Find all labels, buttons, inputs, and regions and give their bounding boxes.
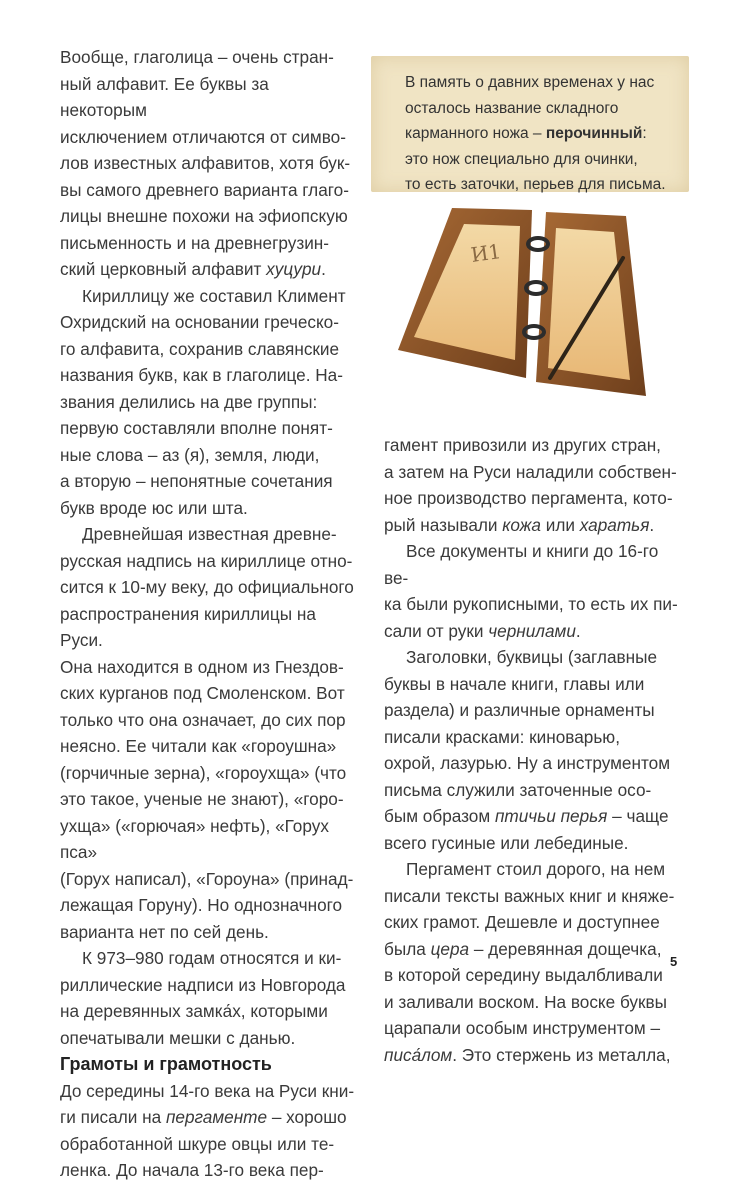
text-line: ский церковный алфавит [60, 259, 267, 279]
text-line: охрой, лазурью. Ну а инструментом [384, 753, 671, 773]
page-number: 5 [670, 954, 678, 969]
text-line: распространения кириллицы на Руси. [60, 603, 316, 650]
term-khutsuri: хуцури [266, 259, 322, 279]
wax-tablet-illustration [390, 200, 650, 410]
note-line: то есть заточки, перьев для письма. [405, 176, 666, 193]
text-line: а затем на Руси наладили собствен- [384, 461, 677, 482]
text-punct: . [649, 514, 655, 535]
text-line: лов известных алфавитов, хотя бук- [60, 153, 351, 173]
text-line: Пергамент стоил дорого, на нем [406, 859, 666, 879]
term-ptichi-perya: птичьи перья [494, 806, 608, 826]
text-line: первую составляли вполне понят- [60, 418, 333, 438]
text-line: была [384, 938, 431, 959]
text-line: или [540, 514, 580, 535]
text-line: рый называли [384, 514, 503, 535]
text-line: в которой середину выдалбливали [384, 965, 663, 985]
text-line: риллические надписи из Новгорода [60, 974, 346, 995]
paragraph-parchment [60, 1078, 360, 1184]
text-line: ный алфавит. Ее буквы за некоторым [60, 73, 269, 120]
text-line: Древнейшая известная древне- [82, 524, 337, 544]
text-line: письменность и на древнегрузин- [60, 232, 330, 253]
note-line: осталось название складного [405, 99, 619, 117]
term-parchment: пергаменте [165, 1107, 268, 1127]
text-line: ка были рукописными, то есть их пи- [384, 594, 678, 614]
note-punct: : [642, 125, 647, 142]
paragraph-ornaments [384, 644, 684, 856]
text-line: ные слова – аз (я), земля, люди, [60, 444, 320, 465]
text-line: исключением отличаются от симво- [60, 126, 346, 147]
text-line: а вторую – непонятные сочетания [60, 471, 333, 491]
paragraph-parchment-cont [384, 432, 684, 538]
term-kozha: кожа [502, 514, 541, 535]
text-line: опечатывали мешки с данью. [60, 1027, 296, 1048]
text-line: царапали особым инструментом – [384, 1018, 661, 1038]
text-line: ских курганов под Смоленском. Вот [60, 683, 345, 703]
text-line: это такое, ученые не знают), «горо- [60, 789, 344, 809]
text-line: ное производство пергамента, кото- [384, 488, 673, 508]
term-pisalo: писа́лом [384, 1044, 453, 1065]
text-line: на деревянных замка́х, которыми [60, 1001, 328, 1021]
text-line: лежащая Горуну). Но однозначного [60, 895, 343, 915]
text-punct: . [321, 259, 326, 279]
paragraph-tsera [384, 856, 684, 1068]
text-line: только что она означает, до сих пор [60, 709, 346, 730]
note-text [405, 70, 675, 198]
text-line: – чаще [607, 806, 669, 826]
text-line: письма служили заточенные осо- [384, 779, 652, 800]
text-line: букв вроде юс или шта. [60, 497, 248, 518]
tablet-inscription: И1 [469, 238, 503, 267]
text-line: писали красками: киноварью, [384, 726, 620, 747]
text-line: обработанной шкуре овцы или те- [60, 1133, 335, 1154]
note-line: В память о давних временах у нас [405, 74, 655, 91]
text-line: ги писали на [60, 1107, 166, 1127]
text-line: вы самого древнего варианта глаго- [60, 179, 349, 200]
text-line: Заголовки, буквицы (заглавные [406, 647, 658, 667]
section-heading: Грамоты и грамотность [60, 1054, 272, 1074]
paragraph-novgorod [60, 945, 360, 1051]
text-line: лицы внешне похожи на эфиопскую [60, 206, 348, 226]
text-line: гамент привозили из других стран, [384, 435, 661, 455]
paragraph-manuscripts [384, 538, 684, 644]
term-perochinny: перочинный [545, 125, 643, 142]
text-line: русская надпись на кириллице отно- [60, 550, 353, 571]
text-line: . Это стержень из металла, [452, 1044, 671, 1065]
text-line: До середины 14-го века на Руси кни- [60, 1080, 355, 1101]
term-tsera: цера [430, 938, 470, 959]
text-line: сали от руки [384, 620, 489, 641]
text-line: всего гусиные или лебединые. [384, 832, 629, 853]
text-line: Охридский на основании греческо- [60, 312, 339, 332]
text-line: – хорошо [267, 1107, 347, 1127]
paragraph-kirillitsa [60, 283, 360, 522]
text-line: К 973–980 годам относятся и ки- [82, 948, 342, 968]
text-line: Она находится в одном из Гнездов- [60, 656, 344, 677]
text-line: го алфавита, сохранив славянские [60, 338, 340, 359]
note-line: карманного ножа – [405, 125, 546, 142]
left-column [60, 44, 360, 1184]
paragraph-ancient-inscription [60, 521, 360, 945]
text-line: Все документы и книги до 16-го ве- [384, 541, 659, 588]
text-punct: . [575, 620, 581, 641]
note-line: это нож специально для очинки, [405, 150, 638, 168]
text-line: буквы в начале книги, главы или [384, 673, 645, 694]
term-chernila: чернилами [488, 620, 576, 641]
text-line: варианта нет по сей день. [60, 921, 269, 942]
text-line: писали тексты важных книг и княже- [384, 885, 675, 906]
text-line: неясно. Ее читали как «гороушна» [60, 736, 337, 756]
text-line: (Горух написал), «Гороуна» (принад- [60, 868, 354, 889]
text-line: сится к 10-му веку, до официального [60, 577, 354, 597]
text-line: ских грамот. Дешевле и доступнее [384, 912, 660, 932]
text-line: названия букв, как в глаголице. На- [60, 365, 343, 385]
text-line: ленка. До начала 13-го века пер- [60, 1160, 324, 1180]
text-line: и заливали воском. На воске буквы [384, 991, 668, 1012]
text-line: (горчичные зерна), «гороухща» (что [60, 762, 347, 783]
text-line: Кириллицу же составил Климент [82, 285, 346, 306]
right-column [384, 432, 684, 1068]
text-line: бым образом [384, 806, 495, 826]
text-line: звания делились на две группы: [60, 391, 318, 412]
paragraph-glagolitsa [60, 44, 360, 283]
text-line: Вообще, глаголица – очень стран- [60, 47, 334, 67]
text-line: раздела) и различные орнаменты [384, 700, 655, 720]
term-kharatya: харатья [579, 514, 650, 535]
text-line: ухща» («горючая» нефть), «Горух пса» [60, 815, 329, 862]
text-line: – деревянная дощечка, [469, 938, 662, 959]
